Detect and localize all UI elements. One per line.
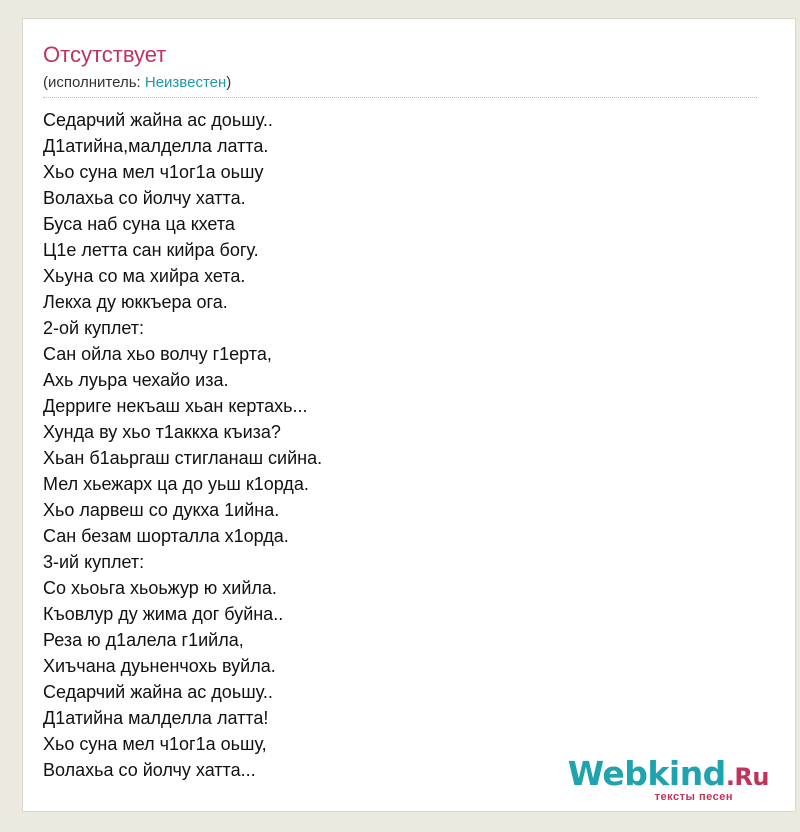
- lyrics-list: [43, 107, 322, 783]
- lyric-line: Къовлур ду жима дог буйна..: [43, 604, 284, 624]
- lyrics-card: [22, 18, 796, 812]
- lyric-line: Лекха ду юккъера ога.: [43, 292, 228, 312]
- lyric-line: Ц1е летта сан кийра богу.: [43, 240, 259, 260]
- lyric-line: 3-ий куплет:: [43, 552, 145, 572]
- lyric-line: Хьан б1аьргаш стигланаш сийна.: [43, 448, 323, 468]
- meta-prefix: (исполнитель:: [43, 74, 145, 91]
- webkind-logo[interactable]: [567, 754, 769, 803]
- lyric-line: Волахьа со йолчу хатта...: [43, 760, 256, 780]
- logo-tagline: тексты песен: [654, 791, 733, 803]
- lyric-line: Сан ойла хьо волчу г1ерта,: [43, 344, 272, 364]
- lyric-line: Седарчий жайна ас доьшу..: [43, 682, 273, 702]
- lyric-line: Хьо суна мел ч1ог1а оьшу: [43, 162, 264, 182]
- lyric-line: Д1атийна малделла латта!: [43, 708, 269, 728]
- lyric-line: Мел хьежарх ца до уьш к1орда.: [43, 474, 309, 494]
- lyric-line: Дерриге некъаш хьан кертахь...: [43, 396, 308, 416]
- lyric-line: Хьо суна мел ч1ог1а оьшу,: [43, 734, 267, 754]
- lyric-line: Со хьоьга хьоьжур ю хийла.: [43, 578, 277, 598]
- logo-name-part2: .Ru: [725, 763, 769, 791]
- song-meta: [43, 73, 231, 93]
- lyric-line: Д1атийна,малделла латта.: [43, 136, 269, 156]
- lyric-line: Буса наб суна ца кхета: [43, 214, 235, 234]
- artist-link[interactable]: Неизвестен: [144, 74, 227, 91]
- logo-name-part1: Webkind: [567, 754, 726, 793]
- lyric-line: Хьуна со ма хийра хета.: [43, 266, 246, 286]
- lyric-line: Седарчий жайна ас доьшу..: [43, 110, 273, 130]
- meta-suffix: ): [226, 74, 232, 91]
- lyric-line: Реза ю д1алела г1ийла,: [43, 630, 244, 650]
- lyric-line: Сан безам шорталла х1орда.: [43, 526, 289, 546]
- lyric-line: Хьо ларвеш со дукха 1ийна.: [43, 500, 280, 520]
- lyric-line: 2-ой куплет:: [43, 318, 145, 338]
- lyric-line: Хиъчана дуьненчохь вуйла.: [43, 656, 276, 676]
- lyric-line: Хунда ву хьо т1аккха къиза?: [43, 422, 281, 442]
- lyric-line: Ахь луьра чехайо иза.: [43, 370, 229, 390]
- song-title: Отсутствует: [43, 42, 167, 67]
- divider: [43, 97, 757, 98]
- logo-wordmark: [567, 754, 769, 794]
- lyric-line: Волахьа со йолчу хатта.: [43, 188, 246, 208]
